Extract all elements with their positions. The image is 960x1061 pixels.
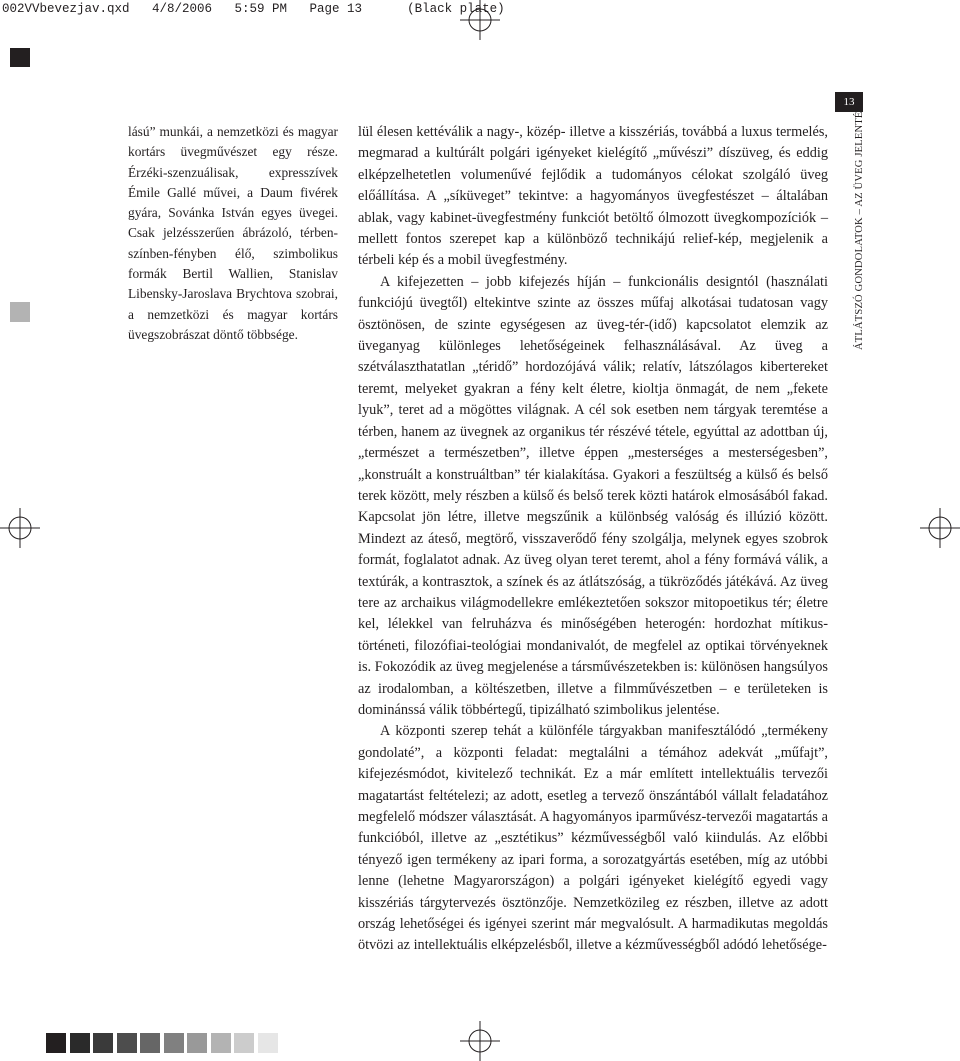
slug-line: 002VVbevezjav.qxd 4/8/2006 5:59 PM Page 13 (Black plate) [2, 2, 505, 16]
main-column [358, 122, 828, 957]
registration-square-black [10, 48, 30, 67]
running-head-text: ÁTLÁTSZÓ GONDOLATOK – AZ ÜVEG JELENTÉSE [854, 98, 865, 350]
main-paragraph-1: lül élesen kettéválik a nagy-, közép- illetve a kisszériás, továbbá a luxus termelés, megmarad a kultúrált polgári igényeket kielégítő „művészi” díszüveg, és eddig elképzelhetetlen volumenűvé fejlődik a tudományos célokat szolgáló üveg előállítása. A „síküveget” tekintve: a hagyományos üvegfestészet – általában ablak, vagy kabinet-üvegfestmény funkciót betöltő ólmozott üvegkompozíciók – mellett fontos szerepet kap a különböző technikájú relief-kép, megjelenik a térbeli kép és a mobil üvegfestmény. [358, 124, 828, 269]
page-number: 13 [835, 92, 863, 112]
running-head [852, 98, 865, 355]
crop-mark-right [920, 508, 960, 548]
color-bar-swatch [117, 1033, 137, 1053]
color-bar-swatch [187, 1033, 207, 1053]
color-bar-swatch [46, 1033, 66, 1053]
color-bar-swatch [93, 1033, 113, 1053]
color-bar-swatch [258, 1033, 278, 1053]
color-bar-swatch [164, 1033, 184, 1053]
color-bar-swatch [211, 1033, 231, 1053]
color-bar-swatch [70, 1033, 90, 1053]
sidebar-text: lású” munkái, a nemzetközi és magyar kortárs üvegművészet egy része. Érzéki-szenzuálisak, expresszívek Émile Gallé művei, a Daum fivérek gyára, Sovánka István egyes üvegei. Csak jelzésszerűen ábrázoló, térben-színben-fényben élő, szimbolikus formák Bertil Wallien, Stanislav Libensky-Jaroslava Brychtova szobrai, a nemzetközi és magyar kortárs üvegszobrászat döntő többsége. [128, 124, 338, 342]
main-paragraph-2: A kifejezetten – jobb kifejezés híján – funkcionális designtól (használati funkciójú üvegtől) eltekintve szinte az összes műfaj alkotásai tudatosan vagy ösztönösen, de szinte egységesen az üveg-tér-(idő) kapcsolatot elemzik az üveganyag különleges lehetőségeinek felhasználásával. Az üveg a szétválaszthatatlan „téridő” hordozójává válik; relatív, látszólagos kibertereket teremt, melyeket gyakran a fény kelt életre, kioltja önmagát, de nem „fekete lyuk”, teret ad a mögöttes világnak. A cél sok esetben nem tárgyak teremtése a térben, hanem az üvegnek az organikus tér részévé tétele, egyúttal az adottban új, „természet a természetben”, illetve éppen „mesterséges a mesterségesben”, „konstruált a konstruáltban” tér kialakítása. Gyakori a feszültség a külső és belső terek között, mely részben a külső és belső terek közti határok elmosásából fakad. Kapcsolat jön létre, illetve megszűnik a különbség valóság és illúzió között. Mindezt az áteső, megtörő, visszaverődő fény szolgálja, melynek egyes szobrok formát, foglalatot adnak. Az üveg olyan teret teremt, ahol a fény formává válik, a textúrák, a kontrasztok, a színek és az átlátszóság, a tükröződés játékává. Az üveg tere az archaikus világmodellekre emlékeztetően sokszor mitopoetikus tér; életre kel, lélekkel van felruházva és minőségében heterogén: hordozhat mítikus-történeti, filozófiai-teológiai mondanivalót, de megfelel az optikai törvényeknek is. Fokozódik az üveg megjelenése a társművészetekben is: különösen hangsúlyos az irodalomban, a költészetben, illetve a filmművészetben – e területeken is dominánssá válik többértegű, tipizálható szimbolikus jelentése. [358, 273, 828, 718]
color-bar-swatch [234, 1033, 254, 1053]
crop-mark-left [0, 508, 40, 548]
main-paragraph-3: A központi szerep tehát a különféle tárgyakban manifesztálódó „termékeny gondolaté”, a központi feladat: megtalálni a témához adekvát „műfajt”, kifejezésmódot, kivitelező technikát. Ez a már említett intellektuális tervezői magatartást feltételezi; az adott, esetleg a tervező önszántából vállalt feladatához megfelelő módszer választását. A hagyományos iparművész-tervezői magatartás a funkcióból, illetve az „esztétikus” kézművességből való kiindulás. Az előbbi tényező igen termékeny az ipari forma, a sorozatgyártás esetében, míg az utóbbi lenne (lehetne Magyarországon) a polgári igényeket kielégítő egyedi vagy kisszériás tárgytervezés ösztönzője. Nemzetközileg ez részben, illetve az adott ország lehetőségei és igényei szerint már megvalósult. A harmadikutas megoldás ötvözi az intellektuális elképzelésből, illetve a kézművességből adódó lehetősége- [358, 723, 828, 954]
color-bar-swatch [140, 1033, 160, 1053]
crop-mark-top [460, 0, 500, 40]
registration-square-grey-left [10, 302, 30, 322]
sidebar-column [128, 122, 338, 345]
crop-mark-bottom [460, 1021, 500, 1061]
